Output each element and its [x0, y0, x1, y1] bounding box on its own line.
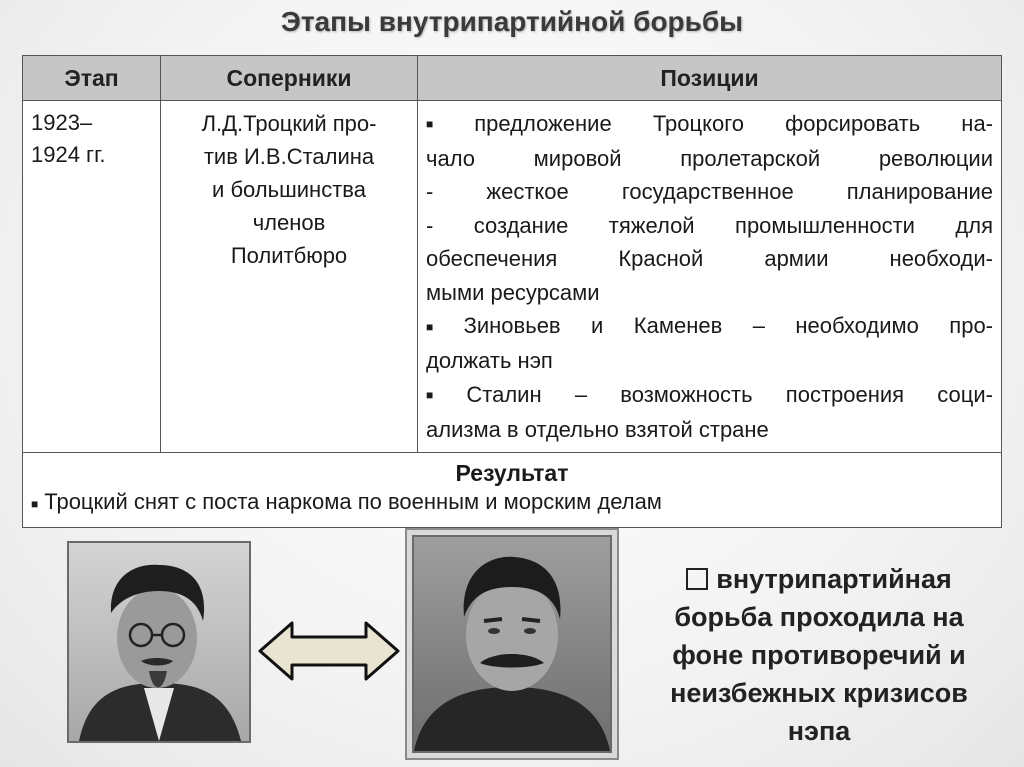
note-text: внутрипартийная — [716, 564, 952, 594]
position-line: чало мировой пролетарской революции — [426, 145, 993, 171]
header-positions: Позиции — [418, 56, 1002, 101]
position-line: - жесткое государственное планирование — [426, 179, 993, 205]
result-header: Результат — [455, 460, 569, 487]
result-line — [31, 487, 993, 518]
rivals-cell — [161, 101, 418, 453]
position-line — [426, 309, 993, 344]
note-line: борьба проходила на — [674, 602, 964, 632]
header-rivals: Соперники — [161, 56, 418, 101]
positions-cell — [418, 101, 1002, 453]
checkbox-icon — [686, 568, 708, 590]
table-row — [23, 101, 1002, 453]
note-line: фоне противоречий и — [672, 640, 966, 670]
stage-line: 1924 гг. — [31, 142, 106, 167]
position-text: предложение Троцкого форсировать на- — [474, 111, 994, 136]
square-bullet-icon: ■ — [31, 496, 39, 511]
rivals-line: Политбюро — [230, 243, 348, 268]
position-line: мыми ресурсами — [426, 279, 600, 305]
table-header-row — [23, 56, 1002, 101]
position-line: обеспечения Красной армии необходи- — [426, 246, 993, 272]
square-bullet-icon: ■ — [426, 319, 458, 334]
note-line — [644, 560, 994, 598]
position-line — [426, 107, 993, 142]
portrait-image — [69, 543, 249, 741]
position-text: Зиновьев и Каменев – необходимо про- — [463, 313, 994, 339]
position-line — [426, 378, 993, 413]
position-text: Сталин – возможность построения соци- — [466, 381, 993, 407]
stage-line: 1923– — [31, 110, 93, 135]
double-arrow-icon — [258, 620, 400, 682]
position-line: - создание тяжелой промышленности для — [426, 212, 993, 238]
position-line: ализма в отдельно взятой стране — [426, 416, 769, 442]
square-bullet-icon: ■ — [426, 117, 469, 132]
note-line: неизбежных кризисов — [670, 678, 968, 708]
rivals-line: Л.Д.Троцкий про- — [201, 111, 377, 136]
result-row — [23, 453, 1002, 528]
slide-title: Этапы внутрипартийной борьбы — [280, 6, 744, 37]
portrait-image — [414, 537, 610, 751]
result-text: Троцкий снят с поста наркома по военным и морским делам — [44, 489, 662, 515]
result-cell — [23, 453, 1002, 528]
stage-cell — [23, 101, 161, 453]
stages-table — [22, 55, 1002, 528]
position-line: должать нэп — [426, 348, 553, 374]
portrait-photo-right — [412, 535, 612, 753]
note-text-block — [644, 560, 994, 750]
square-bullet-icon: ■ — [426, 388, 461, 403]
portrait-photo-left — [67, 541, 251, 743]
note-line: нэпа — [787, 716, 851, 746]
header-stage: Этап — [23, 56, 161, 101]
rivals-line: членов — [252, 210, 326, 235]
rivals-line: тив И.В.Сталина — [203, 144, 375, 169]
rivals-line: и большинства — [212, 177, 366, 202]
